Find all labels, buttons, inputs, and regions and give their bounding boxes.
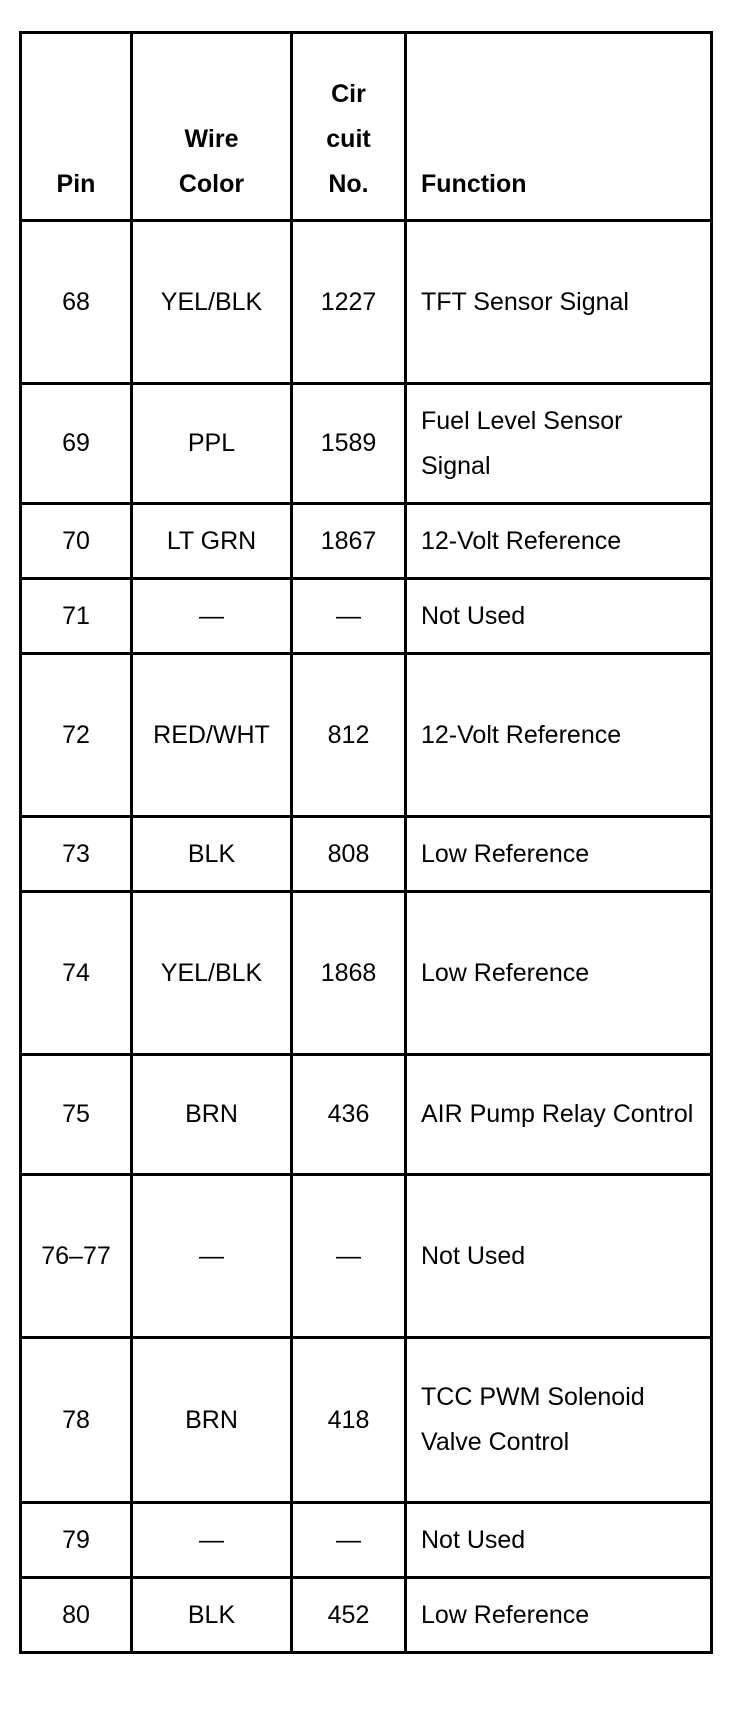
wire-color-cell: PPL xyxy=(132,384,292,504)
pin-cell: 72 xyxy=(21,654,132,817)
function-cell: Not Used xyxy=(406,1503,712,1578)
circuit-no-cell: 418 xyxy=(292,1338,406,1503)
header-circuit-line2: cuit xyxy=(326,125,371,153)
function-cell: AIR Pump Relay Control xyxy=(406,1055,712,1175)
pin-cell: 74 xyxy=(21,892,132,1055)
pin-cell: 69 xyxy=(21,384,132,504)
table-row xyxy=(21,1503,712,1578)
pin-cell: 70 xyxy=(21,504,132,579)
header-row xyxy=(21,33,712,221)
table-row xyxy=(21,1338,712,1503)
table-row xyxy=(21,654,712,817)
table-row xyxy=(21,817,712,892)
wire-color-cell: RED/WHT xyxy=(132,654,292,817)
wire-color-cell: — xyxy=(132,1503,292,1578)
wire-color-cell: BRN xyxy=(132,1055,292,1175)
header-wire-color xyxy=(132,33,292,221)
pin-table xyxy=(19,31,713,1654)
wire-color-cell: BLK xyxy=(132,1578,292,1653)
table-row xyxy=(21,892,712,1055)
header-function-text: Function xyxy=(421,170,527,198)
pin-cell: 75 xyxy=(21,1055,132,1175)
circuit-no-cell: 1227 xyxy=(292,221,406,384)
header-function xyxy=(406,33,712,221)
function-cell: Low Reference xyxy=(406,817,712,892)
circuit-no-cell: — xyxy=(292,1175,406,1338)
function-cell: Low Reference xyxy=(406,1578,712,1653)
header-pin-text: Pin xyxy=(56,170,96,198)
circuit-no-cell: — xyxy=(292,1503,406,1578)
wire-color-cell: — xyxy=(132,1175,292,1338)
table-body xyxy=(21,221,712,1653)
header-wire-color-line1: Wire xyxy=(184,125,239,153)
circuit-no-cell: — xyxy=(292,579,406,654)
function-cell: Not Used xyxy=(406,1175,712,1338)
function-cell: TCC PWM Solenoid Valve Control xyxy=(406,1338,712,1503)
pin-cell: 73 xyxy=(21,817,132,892)
function-cell: 12-Volt Reference xyxy=(406,654,712,817)
table-row xyxy=(21,221,712,384)
circuit-no-cell: 808 xyxy=(292,817,406,892)
pin-cell: 76–77 xyxy=(21,1175,132,1338)
wire-color-cell: YEL/BLK xyxy=(132,892,292,1055)
function-cell: Low Reference xyxy=(406,892,712,1055)
pin-cell: 79 xyxy=(21,1503,132,1578)
wire-color-cell: LT GRN xyxy=(132,504,292,579)
wire-color-cell: — xyxy=(132,579,292,654)
header-circuit-no xyxy=(292,33,406,221)
table-row xyxy=(21,384,712,504)
table-row xyxy=(21,579,712,654)
wire-color-cell: BLK xyxy=(132,817,292,892)
header-pin xyxy=(21,33,132,221)
function-cell: Not Used xyxy=(406,579,712,654)
pin-cell: 71 xyxy=(21,579,132,654)
circuit-no-cell: 812 xyxy=(292,654,406,817)
circuit-no-cell: 436 xyxy=(292,1055,406,1175)
function-cell: TFT Sensor Signal xyxy=(406,221,712,384)
pin-cell: 68 xyxy=(21,221,132,384)
function-cell: 12-Volt Reference xyxy=(406,504,712,579)
table-row xyxy=(21,1578,712,1653)
table-row xyxy=(21,504,712,579)
pin-cell: 80 xyxy=(21,1578,132,1653)
table-row xyxy=(21,1175,712,1338)
header-circuit-line1: Cir xyxy=(331,80,366,108)
wire-color-cell: BRN xyxy=(132,1338,292,1503)
wire-color-cell: YEL/BLK xyxy=(132,221,292,384)
pin-cell: 78 xyxy=(21,1338,132,1503)
circuit-no-cell: 1868 xyxy=(292,892,406,1055)
function-cell: Fuel Level Sensor Signal xyxy=(406,384,712,504)
header-wire-color-line2: Color xyxy=(178,170,245,198)
table-row xyxy=(21,1055,712,1175)
circuit-no-cell: 452 xyxy=(292,1578,406,1653)
circuit-no-cell: 1867 xyxy=(292,504,406,579)
circuit-no-cell: 1589 xyxy=(292,384,406,504)
header-circuit-line3: No. xyxy=(328,170,369,198)
